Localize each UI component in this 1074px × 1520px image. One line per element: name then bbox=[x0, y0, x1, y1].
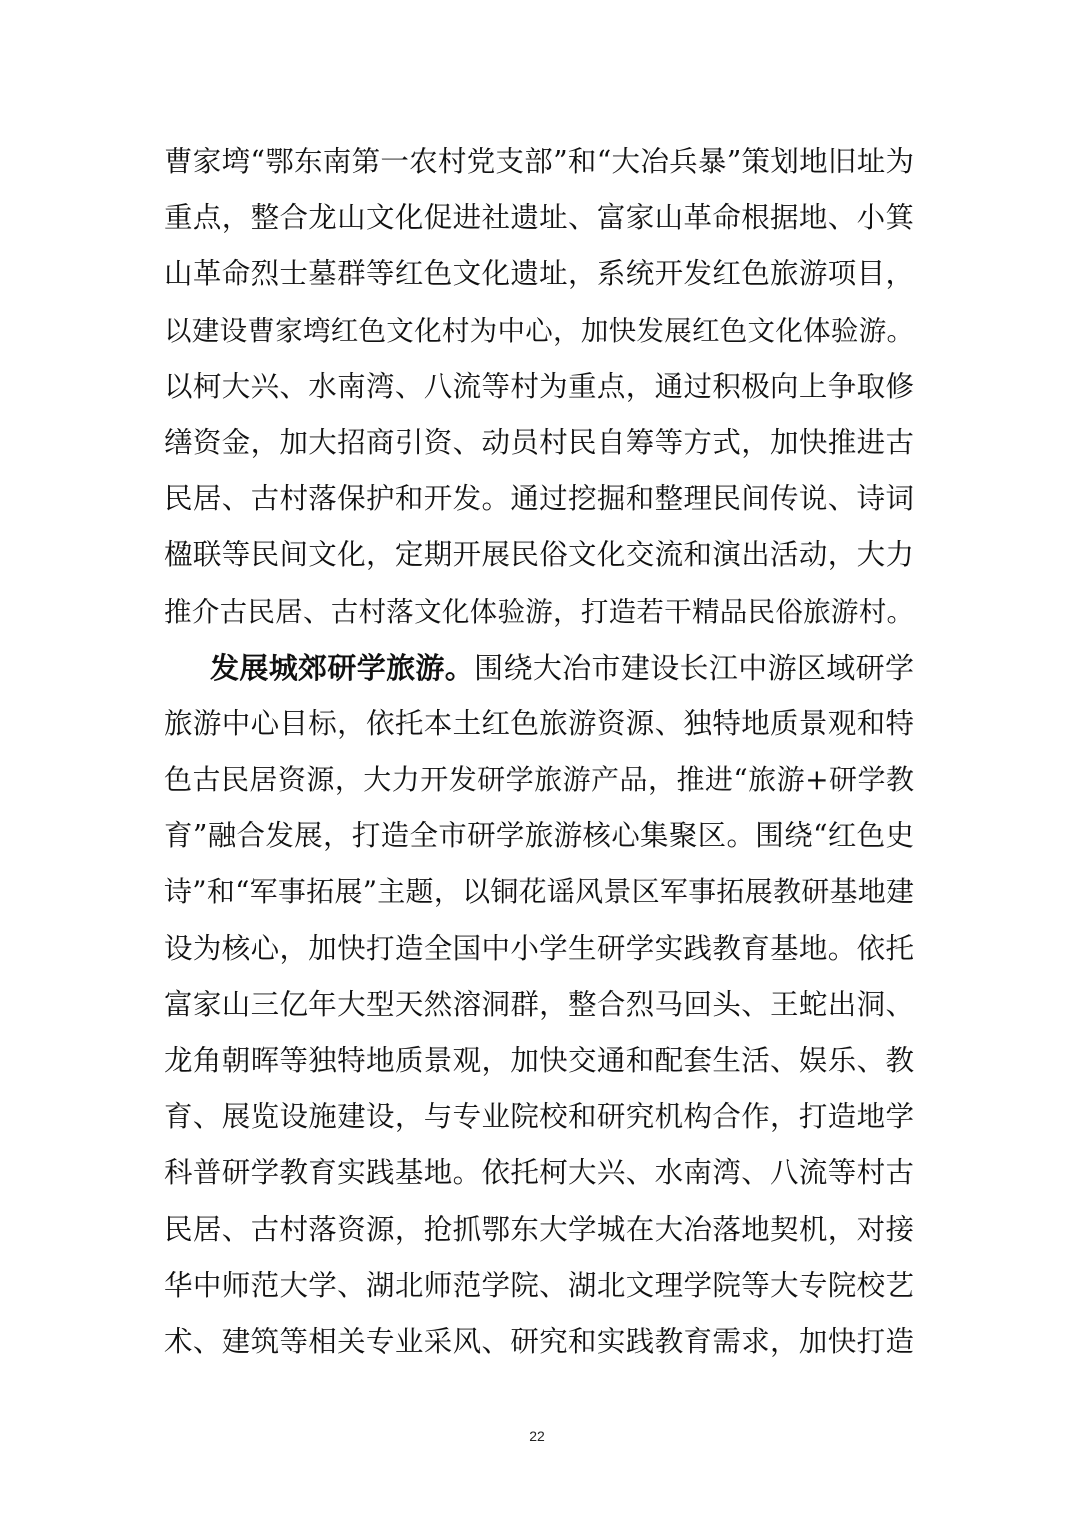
text-line: 科普研学教育实践基地。依托柯大兴、水南湾、八流等村古 bbox=[164, 1156, 914, 1190]
text-line: 育、展览设施建设，与专业院校和研究机构合作，打造地学 bbox=[164, 1100, 914, 1134]
page-number: 22 bbox=[529, 1428, 545, 1444]
text-line: 重点，整合龙山文化促进社遗址、富家山革命根据地、小箕 bbox=[164, 201, 914, 235]
paragraph-heading-line bbox=[164, 640, 914, 696]
text-line: 华中师范大学、湖北师范学院、湖北文理学院等大专院校艺 bbox=[164, 1268, 914, 1302]
text-line: 围绕大冶市建设长江中游区域研学 bbox=[474, 650, 914, 685]
text-line: 曹家塆“鄂东南第一农村党支部”和“大冶兵暴”策划地旧址为 bbox=[164, 145, 914, 178]
body-text bbox=[164, 134, 914, 1370]
text-line: 民居、古村落保护和开发。通过挖掘和整理民间传说、诗词 bbox=[164, 482, 914, 516]
text-line: 山革命烈士墓群等红色文化遗址，系统开发红色旅游项目， bbox=[164, 257, 914, 291]
text-line: 旅游中心目标，依托本土红色旅游资源、独特地质景观和特 bbox=[164, 706, 914, 740]
text-line: 以柯大兴、水南湾、八流等村为重点，通过积极向上争取修 bbox=[164, 369, 914, 403]
text-line: 富家山三亿年大型天然溶洞群，整合烈马回头、王蛇出洞、 bbox=[164, 987, 914, 1021]
text-line: 育”融合发展，打造全市研学旅游核心集聚区。围绕“红色史 bbox=[164, 819, 914, 853]
text-line: 术、建筑等相关专业采风、研究和实践教育需求，加快打造 bbox=[164, 1324, 914, 1358]
text-line: 龙角朝晖等独特地质景观，加快交通和配套生活、娱乐、教 bbox=[164, 1044, 914, 1077]
text-line: 推介古民居、古村落文化体验游，打造若干精品民俗旅游村。 bbox=[164, 595, 914, 628]
text-line: 设为核心，加快打造全国中小学生研学实践教育基地。依托 bbox=[164, 931, 914, 965]
text-line: 以建设曹家塆红色文化村为中心，加快发展红色文化体验游。 bbox=[164, 314, 914, 347]
text-line: 诗”和“军事拓展”主题，以铜花谣风景区军事拓展教研基地建 bbox=[164, 875, 914, 909]
section-heading: 发展城郊研学旅游。 bbox=[210, 650, 475, 685]
text-line: 民居、古村落资源，抢抓鄂东大学城在大冶落地契机，对接 bbox=[164, 1212, 914, 1246]
text-line: 色古民居资源，大力开发研学旅游产品，推进“旅游+研学教 bbox=[164, 763, 914, 797]
text-line: 缮资金，加大招商引资、动员村民自筹等方式，加快推进古 bbox=[164, 425, 914, 459]
text-line: 楹联等民间文化，定期开展民俗文化交流和演出活动，大力 bbox=[164, 538, 914, 572]
